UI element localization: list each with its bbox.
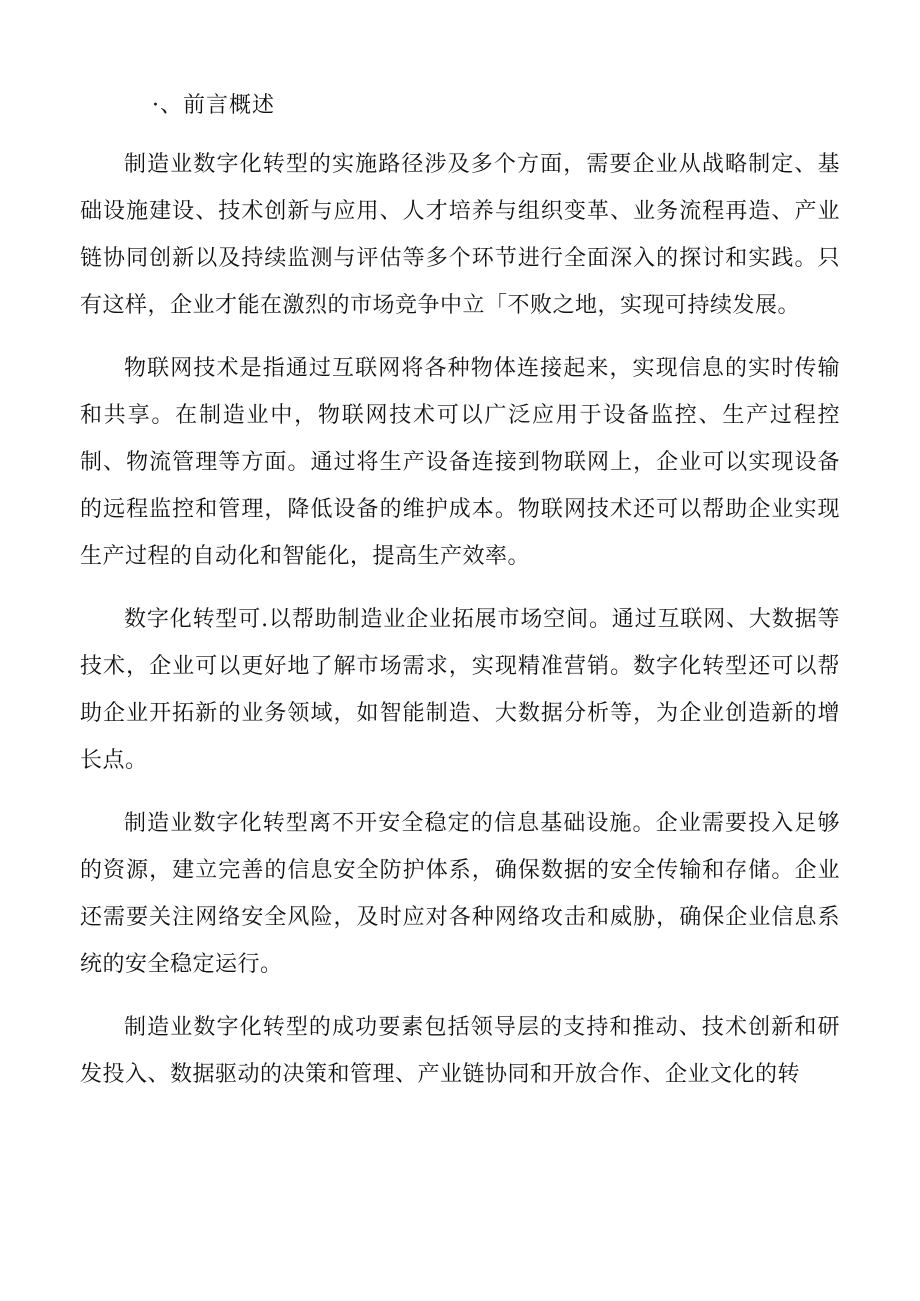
paragraph: 制造业数字化转型的成功要素包括领导层的支持和推动、技术创新和研发投入、数据驱动的决策和管理、产业链协同和开放合作、企业文化的转 (80, 1015, 840, 1087)
paragraph: 制造业数字化转型离不开安全稳定的信息基础设施。企业需要投入足够的资源，建立完善的信息安全防护体系，确保数据的安全传输和存储。企业还需要关注网络安全风险，及时应对各种网络攻击和威胁，确保企业信息系统的安全稳定运行。 (80, 811, 840, 977)
paragraph: 制造业数字化转型的实施路径涉及多个方面，需要企业从战略制定、基础设施建设、技术创新与应用、人才培养与组织变革、业务流程再造、产业链协同创新以及持续监测与评估等多个环节进行全面深入的探讨和实践。只有这样，企业才能在激烈的市场竞争中立「不败之地，实现可持续发展。 (80, 152, 840, 318)
section-heading: ·、前言概述 (152, 93, 275, 118)
paragraph: 数字化转型可.以帮助制造业企业拓展市场空间。通过互联网、大数据等技术，企业可以更好地了解市场需求，实现精准营销。数字化转型还可以帮助企业开拓新的业务领域，如智能制造、大数据分析等，为企业创造新的增长点。 (80, 607, 840, 773)
paragraph: 物联网技术是指通过互联网将各种物体连接起来，实现信息的实时传输和共享。在制造业中，物联网技术可以广泛应用于设备监控、生产过程控制、物流管理等方面。通过将生产设备连接到物联网上，企业可以实现设备的远程监控和管理，降低设备的维护成本。物联网技术还可以帮助企业实现生产过程的自动化和智能化，提高生产效率。 (80, 356, 840, 569)
document-body (80, 141, 840, 1114)
